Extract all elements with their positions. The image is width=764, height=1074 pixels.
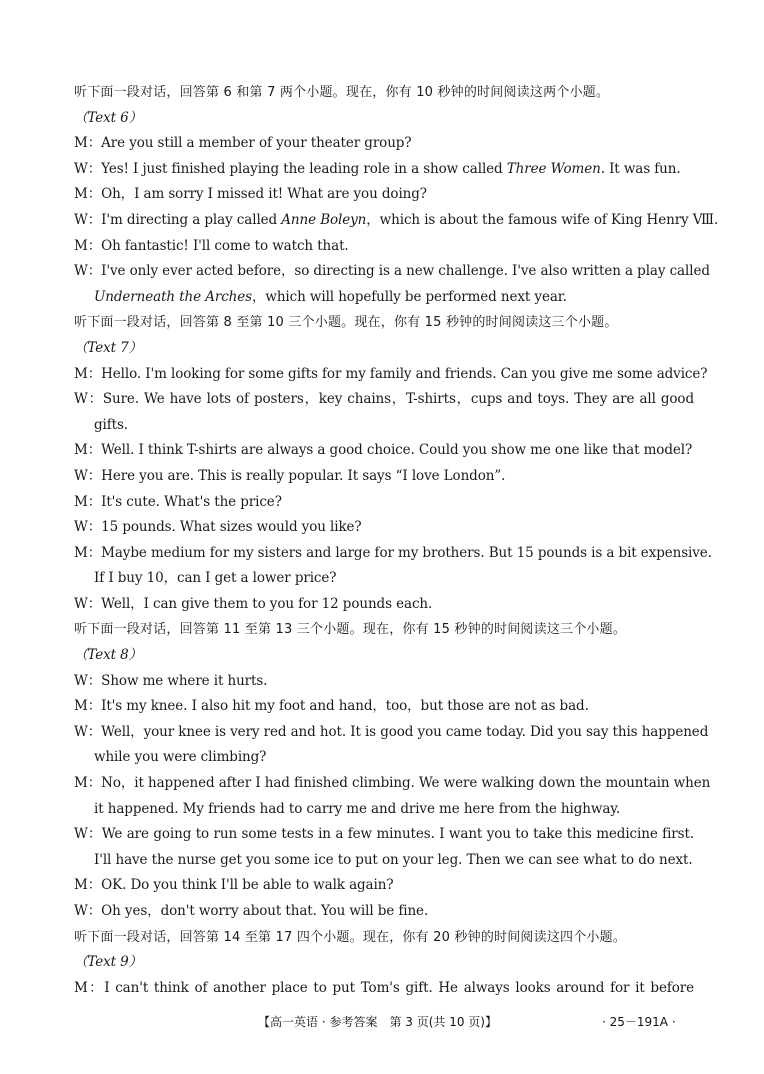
dialogue-continuation: it happened. My friends had to carry me and drive me here from the highway. <box>94 800 621 817</box>
dialogue-line: M：Hello. I'm looking for some gifts for my family and friends. Can you give me some advice? <box>74 365 708 382</box>
text-label: （Text 8） <box>74 647 143 664</box>
dialogue-line: M：OK. Do you think I'll be able to walk again? <box>74 877 394 894</box>
text-label: （Text 6） <box>74 109 143 126</box>
dialogue-line: W：Sure. We have lots of posters，key chains，T-shirts，cups and toys. They are all good <box>74 391 694 408</box>
dialogue-line: W：Show me where it hurts. <box>74 672 268 689</box>
dialogue-line: W：Here you are. This is really popular. It says “I love London”. <box>74 467 506 484</box>
footer-page-info: 【高一英语 · 参考答案 第 3 页(共 10 页)】 <box>258 1015 497 1029</box>
dialogue-continuation: If I buy 10，can I get a lower price? <box>94 570 337 587</box>
section-instruction: 听下面一段对话，回答第 14 至第 17 四个小题。现在，你有 20 秒钟的时间阅读这四个小题。 <box>74 929 627 945</box>
text-label: （Text 7） <box>74 339 143 356</box>
dialogue-line: W：15 pounds. What sizes would you like? <box>74 519 362 536</box>
dialogue-line: W：I'm directing a play called Anne Boleyn，which is about the famous wife of King Henry Ⅷ. <box>74 211 719 228</box>
dialogue-line: M：I can't think of another place to put Tom's gift. He always looks around for it before <box>74 979 694 996</box>
dialogue-line: M：Oh fantastic! I'll come to watch that. <box>74 237 349 254</box>
dialogue-continuation: Underneath the Arches，which will hopefully be performed next year. <box>94 288 567 305</box>
dialogue-line: W：Oh yes，don't worry about that. You will be fine. <box>74 903 429 919</box>
dialogue-line: W：Well，I can give them to you for 12 pounds each. <box>74 595 433 612</box>
transcript-body <box>74 80 719 1001</box>
dialogue-line: W：Well，your knee is very red and hot. It is good you came today. Did you say this happened <box>74 723 709 740</box>
dialogue-line: W：We are going to run some tests in a few minutes. I want you to take this medicine first. <box>74 826 694 843</box>
dialogue-continuation: gifts. <box>94 416 129 433</box>
dialogue-continuation: while you were climbing? <box>94 749 267 766</box>
page-footer <box>0 1009 764 1033</box>
text-label: （Text 9） <box>74 954 143 971</box>
section-instruction: 听下面一段对话，回答第 6 和第 7 两个小题。现在，你有 10 秒钟的时间阅读这两个小题。 <box>74 85 610 100</box>
dialogue-line: W：I've only ever acted before，so directing is a new challenge. I've also written a play called <box>74 263 710 280</box>
dialogue-line: W：Yes! I just finished playing the leading role in a show called Three Women. It was fun. <box>74 160 681 177</box>
section-instruction: 听下面一段对话，回答第 11 至第 13 三个小题。现在，你有 15 秒钟的时间阅读这三个小题。 <box>74 622 627 638</box>
dialogue-line: M：Oh，I am sorry I missed it! What are you doing? <box>74 186 427 203</box>
dialogue-line: M：Well. I think T-shirts are always a good choice. Could you show me one like that model? <box>74 442 693 459</box>
section-instruction: 听下面一段对话，回答第 8 至第 10 三个小题。现在，你有 15 秒钟的时间阅读这三个小题。 <box>74 315 618 331</box>
dialogue-continuation: I'll have the nurse get you some ice to put on your leg. Then we can see what to do next. <box>94 851 693 868</box>
dialogue-line: M：Maybe medium for my sisters and large for my brothers. But 15 pounds is a bit expensive. <box>74 544 712 561</box>
footer-code: · 25－191A · <box>602 1015 676 1029</box>
dialogue-line: M：It's cute. What's the price? <box>74 493 282 510</box>
dialogue-line: M：It's my knee. I also hit my foot and hand，too，but those are not as bad. <box>74 698 589 715</box>
dialogue-line: M：Are you still a member of your theater group? <box>74 135 412 152</box>
dialogue-line: M：No，it happened after I had finished climbing. We were walking down the mountain when <box>74 775 711 792</box>
